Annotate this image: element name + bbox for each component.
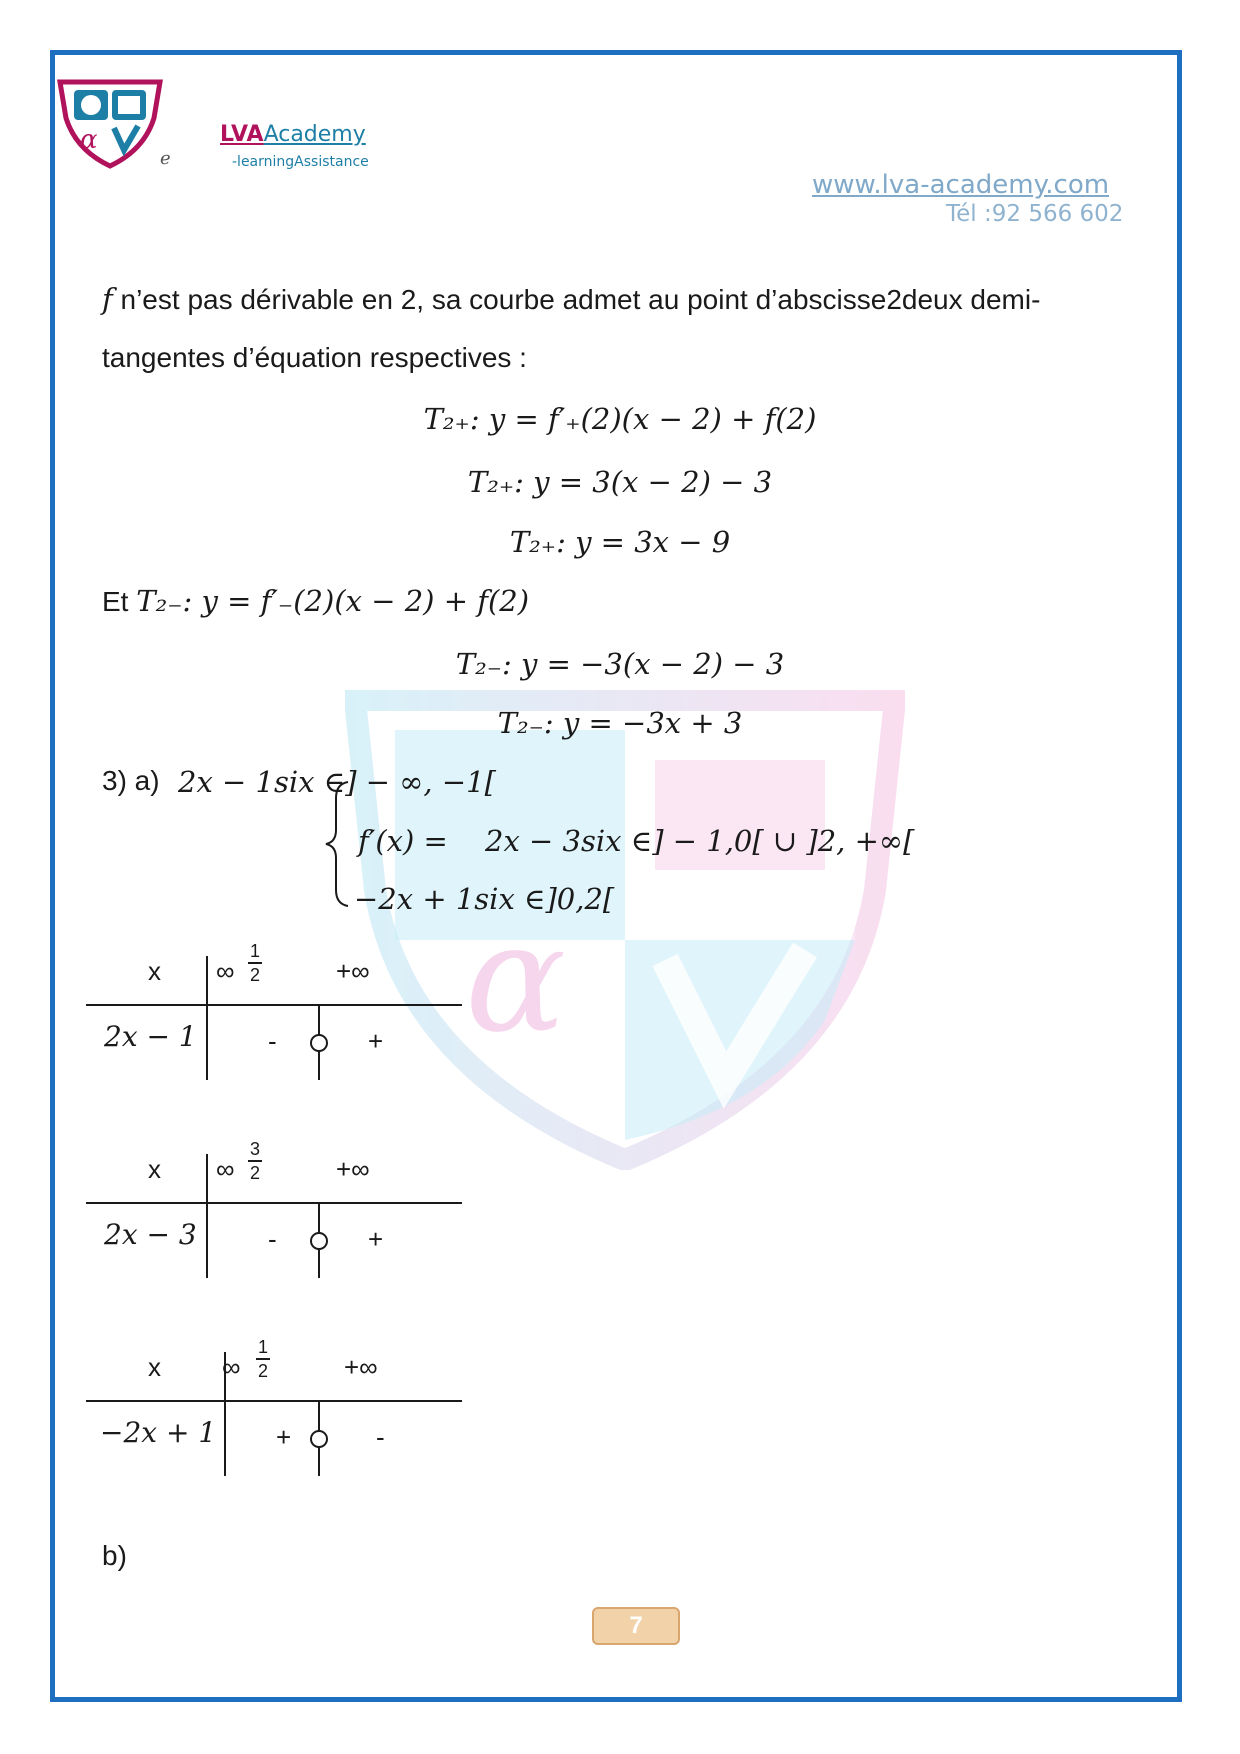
table-1-x-label: x xyxy=(148,956,161,986)
piecewise-case-3: −2x + 1six ∈]0,2[ xyxy=(354,882,615,916)
table-3-horizontal-divider xyxy=(86,1400,462,1402)
svg-text:α: α xyxy=(465,892,567,1066)
table-1-vertical-divider xyxy=(206,956,208,1080)
equation-6: T₂₋: y = −3x + 3 xyxy=(497,706,743,740)
table-3-left-infinity: ∞ xyxy=(222,1352,241,1382)
table-2-left-infinity: ∞ xyxy=(216,1154,235,1184)
table-3-fraction-num: 1 xyxy=(257,1337,268,1357)
table-1-row-label: 2x − 1 xyxy=(104,1020,197,1053)
table-3-row-label: −2x + 1 xyxy=(100,1416,217,1449)
equation-3: T₂₊: y = 3x − 9 xyxy=(509,525,731,559)
sign-table-2 xyxy=(86,1138,466,1278)
svg-text:α: α xyxy=(80,125,98,155)
watermark-shield xyxy=(345,690,905,1170)
logo-tagline: -learningAssistance xyxy=(232,154,369,170)
equation-1: T₂₊: y = f′₊(2)(x − 2) + f(2) xyxy=(423,402,817,436)
equation-4 xyxy=(102,584,529,618)
table-1-horizontal-divider xyxy=(86,1004,462,1006)
table-3-right-infinity: +∞ xyxy=(344,1352,378,1382)
question-3a-label: 3) a) xyxy=(102,765,160,796)
logo-brand-rest: Academy xyxy=(263,122,366,147)
piecewise-lhs: f′(x) = xyxy=(358,824,448,858)
equation-4-prefix: Et xyxy=(102,586,137,617)
table-1-left-infinity: ∞ xyxy=(216,956,235,986)
table-2-fraction-num: 3 xyxy=(249,1139,260,1159)
intro-line-1 xyxy=(102,282,1040,316)
table-1-fraction-den: 2 xyxy=(249,964,260,985)
table-2-right-infinity: +∞ xyxy=(336,1154,370,1184)
website-link[interactable]: www.lva-academy.com xyxy=(812,170,1110,200)
table-1-fraction xyxy=(248,942,262,984)
table-2-fraction-den: 2 xyxy=(249,1162,260,1183)
table-2-x-label: x xyxy=(148,1154,161,1184)
table-2-zero-marker xyxy=(310,1232,328,1250)
piecewise-case-1: 2x − 1six ∈] − ∞, −1[ xyxy=(178,765,496,799)
logo-brand xyxy=(220,122,366,147)
table-1-zero-marker xyxy=(310,1034,328,1052)
academy-logo-icon xyxy=(56,78,164,170)
table-3-sign-right: - xyxy=(376,1422,385,1452)
table-1-fraction-num: 1 xyxy=(249,941,260,961)
table-3-zero-marker xyxy=(310,1430,328,1448)
table-2-vertical-divider xyxy=(206,1154,208,1278)
table-2-sign-right: + xyxy=(368,1224,384,1254)
logo-e-letter: e xyxy=(160,148,171,169)
equation-2: T₂₊: y = 3(x − 2) − 3 xyxy=(467,465,773,499)
sign-table-1 xyxy=(86,940,466,1080)
intro-line-2: tangentes d’équation respectives : xyxy=(102,342,527,373)
table-2-sign-left: - xyxy=(268,1224,277,1254)
table-3-fraction xyxy=(256,1338,270,1380)
question-3b-label: b) xyxy=(102,1540,127,1571)
sign-table-3 xyxy=(86,1336,466,1476)
equation-4-formula: T₂₋: y = f′₋(2)(x − 2) + f(2) xyxy=(136,584,530,618)
table-3-x-label: x xyxy=(148,1352,161,1382)
piecewise-brace xyxy=(322,778,352,908)
intro-text-1: n’est pas dérivable en 2, sa courbe admet au point d’abscisse2deux demi- xyxy=(112,284,1041,315)
piecewise-case-2: 2x − 3six ∈] − 1,0[ ∪ ]2, +∞[ xyxy=(485,824,915,858)
table-2-row-label: 2x − 3 xyxy=(104,1218,197,1251)
table-2-horizontal-divider xyxy=(86,1202,462,1204)
table-2-fraction xyxy=(248,1140,262,1182)
logo-brand-bold: LVA xyxy=(220,122,264,147)
table-3-fraction-den: 2 xyxy=(257,1360,268,1381)
table-1-right-infinity: +∞ xyxy=(336,956,370,986)
phone-number: Tél :92 566 602 xyxy=(946,201,1124,227)
page-number: 7 xyxy=(592,1607,680,1645)
table-1-sign-left: - xyxy=(268,1026,277,1056)
intro-f: f xyxy=(102,282,113,316)
equation-5: T₂₋: y = −3(x − 2) − 3 xyxy=(455,647,785,681)
table-3-sign-left: + xyxy=(276,1422,292,1452)
table-1-sign-right: + xyxy=(368,1026,384,1056)
